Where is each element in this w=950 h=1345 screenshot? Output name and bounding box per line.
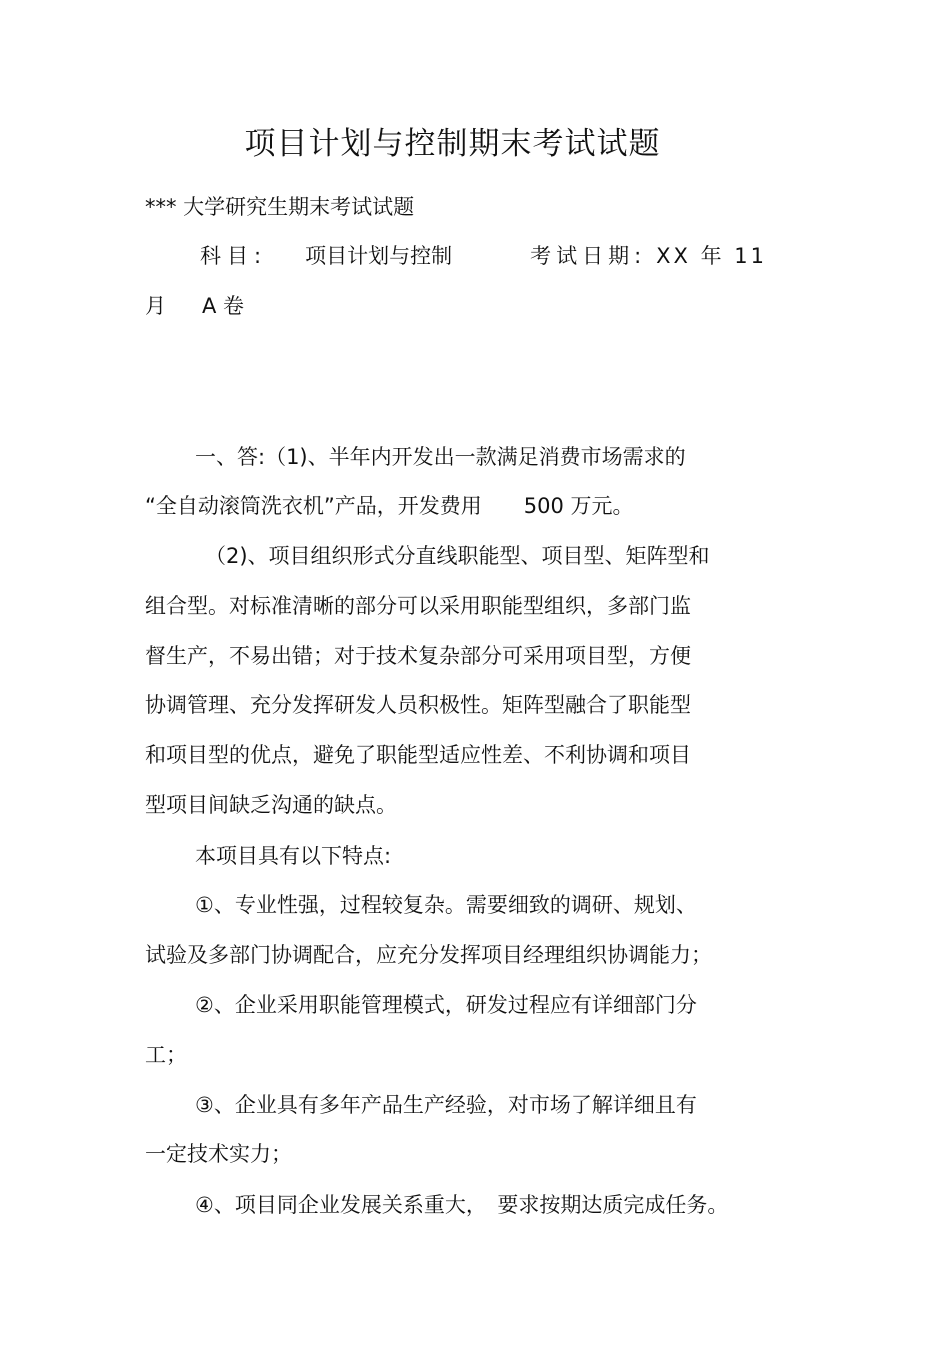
answer-line: 和项目型的优点，避免了职能型适应性差、不利协调和项目 [145,743,691,767]
answer-line: （2)、项目组织形式分直线职能型、项目型、矩阵型和 [205,544,710,568]
answer-line: ③、企业具有多年产品生产经验，对市场了解详细且有 [195,1093,697,1117]
answer-line: 试验及多部门协调配合，应充分发挥项目经理组织协调能力； [145,943,712,967]
answer-line: 组合型。对标准清晰的部分可以采用职能型组织，多部门监 [145,594,691,618]
exam-subtitle: *** 大学研究生期末考试试题 [145,195,415,219]
answer-line: 督生产，不易出错；对于技术复杂部分可采用项目型，方便 [145,644,691,668]
answer-line: 一定技术实力； [145,1142,292,1166]
date-value: XX 年 11 [656,244,768,268]
paper-type: A 卷 [202,294,245,318]
exam-meta-row [200,241,767,271]
exam-meta-row-2 [145,291,244,321]
answer-line: 协调管理、充分发挥研发人员积极性。矩阵型融合了职能型 [145,693,691,717]
subject-label: 科目: [200,244,268,268]
answer-line: ①、专业性强，过程较复杂。需要细致的调研、规划、 [195,893,697,917]
date-label: 考试日期: [530,244,647,268]
subject-value: 项目计划与控制 [305,244,453,268]
answer-line: 一、答:（1)、半年内开发出一款满足消费市场需求的 [195,445,686,469]
answer-line: 型项目间缺乏沟通的缺点。 [145,793,397,817]
answer-line: “全自动滚筒洗衣机”产品，开发费用 500 万元。 [145,494,634,518]
answer-line: ②、企业采用职能管理模式，研发过程应有详细部门分 [195,993,697,1017]
answer-line: 本项目具有以下特点: [195,844,392,868]
answer-line: ④、项目同企业发展关系重大， 要求按期达质完成任务。 [195,1193,729,1217]
document-title: 项目计划与控制期末考试试题 [244,126,661,162]
date-month: 月 [145,294,166,318]
answer-line: 工； [145,1043,187,1067]
